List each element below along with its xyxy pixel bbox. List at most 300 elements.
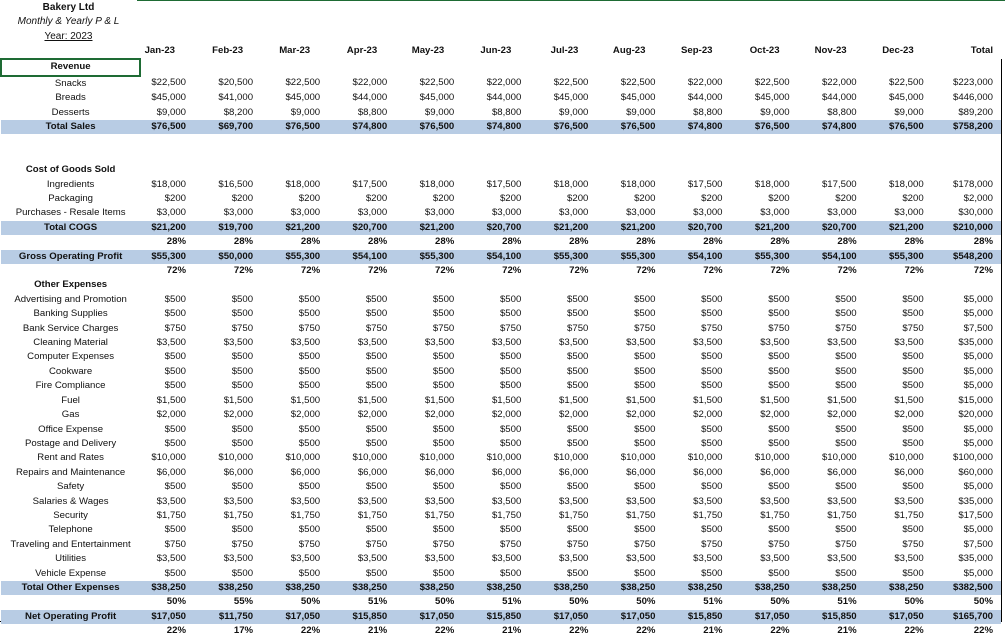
- value-cell[interactable]: [592, 278, 659, 292]
- value-cell[interactable]: $500: [365, 524, 388, 536]
- value-cell[interactable]: $500: [231, 437, 254, 449]
- value-cell[interactable]: $3,500: [290, 553, 321, 565]
- value-cell[interactable]: $500: [835, 524, 857, 536]
- value-cell[interactable]: $500: [298, 351, 321, 363]
- value-cell[interactable]: $500: [634, 365, 656, 377]
- value-cell[interactable]: $6,000: [760, 466, 790, 478]
- value-cell[interactable]: 28%: [300, 236, 321, 248]
- value-cell[interactable]: $17,500: [486, 178, 522, 190]
- value-cell[interactable]: $500: [835, 423, 857, 435]
- value-cell[interactable]: $500: [365, 423, 388, 435]
- value-cell[interactable]: $3,500: [626, 553, 656, 565]
- row-label[interactable]: Fire Compliance: [35, 380, 106, 392]
- value-cell[interactable]: $74,800: [324, 120, 391, 134]
- value-cell[interactable]: $3,000: [290, 207, 321, 219]
- value-cell[interactable]: $16,500: [218, 178, 254, 190]
- value-cell[interactable]: 50%: [770, 596, 790, 608]
- value-cell[interactable]: $3,000: [760, 207, 790, 219]
- value-cell[interactable]: $500: [231, 567, 254, 579]
- value-cell[interactable]: $500: [768, 423, 790, 435]
- value-cell[interactable]: $500: [634, 567, 656, 579]
- value-cell[interactable]: $500: [432, 481, 455, 493]
- column-header[interactable]: Jun-23: [480, 45, 512, 57]
- value-cell[interactable]: [257, 278, 324, 292]
- report-subtitle[interactable]: Monthly & Yearly P & L: [17, 16, 120, 27]
- value-cell[interactable]: $750: [298, 322, 321, 334]
- value-cell[interactable]: $2,000: [894, 409, 924, 421]
- value-cell[interactable]: $500: [634, 293, 656, 305]
- value-cell[interactable]: $2,000: [559, 409, 589, 421]
- value-cell[interactable]: $1,500: [357, 394, 388, 406]
- value-cell[interactable]: 28%: [233, 236, 254, 248]
- value-cell[interactable]: $500: [432, 423, 455, 435]
- value-cell[interactable]: [140, 149, 190, 163]
- value-cell[interactable]: $500: [567, 293, 589, 305]
- value-cell[interactable]: [458, 59, 525, 75]
- value-cell[interactable]: $3,500: [827, 553, 857, 565]
- value-cell[interactable]: $6,000: [424, 466, 455, 478]
- value-cell[interactable]: $17,050: [391, 610, 458, 624]
- value-cell[interactable]: [727, 278, 794, 292]
- value-cell[interactable]: $500: [499, 567, 522, 579]
- value-cell[interactable]: 72%: [636, 265, 656, 277]
- value-cell[interactable]: 22%: [904, 625, 924, 637]
- value-cell[interactable]: $500: [365, 481, 388, 493]
- value-cell[interactable]: $750: [902, 322, 924, 334]
- value-cell[interactable]: $2,000: [827, 409, 857, 421]
- value-cell[interactable]: $45,000: [285, 92, 321, 104]
- value-cell[interactable]: $3,500: [357, 553, 388, 565]
- value-cell[interactable]: $10,000: [285, 452, 321, 464]
- value-cell[interactable]: $10,000: [687, 452, 723, 464]
- value-cell[interactable]: $21,200: [592, 221, 659, 235]
- value-cell[interactable]: 72%: [367, 265, 388, 277]
- row-label[interactable]: Rent and Rates: [37, 452, 104, 464]
- value-cell[interactable]: $750: [432, 322, 455, 334]
- value-cell[interactable]: $3,500: [290, 337, 321, 349]
- value-cell[interactable]: $21,200: [140, 221, 190, 235]
- value-cell[interactable]: $10,000: [218, 452, 254, 464]
- value-cell[interactable]: $1,500: [223, 394, 254, 406]
- row-label[interactable]: [1, 235, 140, 249]
- value-cell[interactable]: $500: [432, 308, 455, 320]
- value-cell[interactable]: $200: [835, 193, 857, 205]
- row-label[interactable]: Total Sales: [1, 120, 140, 134]
- value-cell[interactable]: $500: [298, 308, 321, 320]
- column-header[interactable]: May-23: [411, 45, 445, 57]
- section-label[interactable]: Cost of Goods Sold: [25, 164, 116, 176]
- value-cell[interactable]: $38,250: [324, 581, 391, 595]
- value-cell[interactable]: 72%: [233, 265, 254, 277]
- value-cell[interactable]: $500: [164, 567, 186, 579]
- section-label[interactable]: Other Expenses: [34, 279, 108, 291]
- value-cell[interactable]: $55,300: [861, 250, 928, 264]
- value-cell[interactable]: $38,250: [140, 581, 190, 595]
- value-cell[interactable]: $8,800: [491, 106, 522, 118]
- value-cell[interactable]: $500: [499, 308, 522, 320]
- total-cell[interactable]: $548,200: [928, 250, 1001, 264]
- value-cell[interactable]: [659, 163, 726, 177]
- total-cell[interactable]: [928, 163, 1001, 177]
- value-cell[interactable]: $1,750: [223, 509, 254, 521]
- row-label[interactable]: Gross Operating Profit: [1, 250, 140, 264]
- value-cell[interactable]: [659, 278, 726, 292]
- value-cell[interactable]: $38,250: [525, 581, 592, 595]
- column-header[interactable]: Feb-23: [212, 45, 244, 57]
- value-cell[interactable]: $500: [298, 293, 321, 305]
- value-cell[interactable]: [727, 163, 794, 177]
- value-cell[interactable]: $10,000: [821, 452, 857, 464]
- value-cell[interactable]: $1,500: [693, 394, 723, 406]
- value-cell[interactable]: $17,050: [525, 610, 592, 624]
- value-cell[interactable]: $500: [902, 293, 924, 305]
- row-label[interactable]: Vehicle Expense: [35, 567, 107, 579]
- value-cell[interactable]: $200: [298, 193, 321, 205]
- value-cell[interactable]: [861, 134, 928, 148]
- value-cell[interactable]: $500: [365, 567, 388, 579]
- value-cell[interactable]: $6,000: [491, 466, 522, 478]
- value-cell[interactable]: $500: [499, 365, 522, 377]
- total-cell[interactable]: $100,000: [952, 452, 993, 464]
- value-cell[interactable]: $8,800: [357, 106, 388, 118]
- value-cell[interactable]: 51%: [837, 596, 857, 608]
- value-cell[interactable]: [592, 134, 659, 148]
- value-cell[interactable]: $22,500: [620, 77, 656, 89]
- value-cell[interactable]: 17%: [233, 625, 254, 637]
- value-cell[interactable]: [190, 278, 257, 292]
- value-cell[interactable]: $8,800: [693, 106, 723, 118]
- total-cell[interactable]: $35,000: [958, 495, 993, 507]
- value-cell[interactable]: 72%: [904, 265, 924, 277]
- value-cell[interactable]: $10,000: [151, 452, 186, 464]
- total-cell[interactable]: $5,000: [963, 380, 993, 392]
- value-cell[interactable]: $500: [231, 365, 254, 377]
- value-cell[interactable]: [458, 134, 525, 148]
- value-cell[interactable]: $500: [634, 380, 656, 392]
- row-label[interactable]: [1, 595, 140, 609]
- row-label[interactable]: Net Operating Profit: [1, 610, 140, 624]
- total-cell[interactable]: $30,000: [958, 207, 993, 219]
- value-cell[interactable]: 72%: [569, 265, 589, 277]
- value-cell[interactable]: [257, 163, 324, 177]
- value-cell[interactable]: $3,500: [290, 495, 321, 507]
- total-cell[interactable]: [928, 149, 1001, 163]
- value-cell[interactable]: $1,500: [827, 394, 857, 406]
- value-cell[interactable]: $1,750: [760, 509, 790, 521]
- value-cell[interactable]: $3,500: [894, 337, 924, 349]
- value-cell[interactable]: $3,000: [894, 207, 924, 219]
- value-cell[interactable]: $22,000: [486, 77, 522, 89]
- value-cell[interactable]: $55,300: [257, 250, 324, 264]
- value-cell[interactable]: $38,250: [458, 581, 525, 595]
- value-cell[interactable]: [190, 134, 257, 148]
- value-cell[interactable]: $500: [432, 380, 455, 392]
- total-cell[interactable]: $89,200: [958, 106, 993, 118]
- value-cell[interactable]: $3,500: [827, 337, 857, 349]
- value-cell[interactable]: [794, 149, 861, 163]
- value-cell[interactable]: $1,750: [626, 509, 656, 521]
- value-cell[interactable]: $3,000: [223, 207, 254, 219]
- value-cell[interactable]: $45,000: [754, 92, 790, 104]
- value-cell[interactable]: $38,250: [592, 581, 659, 595]
- value-cell[interactable]: $2,000: [760, 409, 790, 421]
- value-cell[interactable]: $2,000: [357, 409, 388, 421]
- value-cell[interactable]: 22%: [166, 625, 186, 637]
- value-cell[interactable]: $3,500: [626, 495, 656, 507]
- value-cell[interactable]: $22,500: [151, 77, 186, 89]
- value-cell[interactable]: $17,500: [821, 178, 857, 190]
- value-cell[interactable]: 28%: [904, 236, 924, 248]
- value-cell[interactable]: $6,000: [156, 466, 186, 478]
- value-cell[interactable]: $6,000: [894, 466, 924, 478]
- value-cell[interactable]: $3,000: [424, 207, 455, 219]
- value-cell[interactable]: $22,500: [553, 77, 589, 89]
- value-cell[interactable]: $500: [634, 481, 656, 493]
- value-cell[interactable]: $3,500: [693, 495, 723, 507]
- row-label[interactable]: Ingredients: [46, 178, 95, 190]
- value-cell[interactable]: $750: [902, 538, 924, 550]
- value-cell[interactable]: $17,050: [592, 610, 659, 624]
- total-cell[interactable]: $7,500: [963, 538, 993, 550]
- value-cell[interactable]: $500: [365, 351, 388, 363]
- value-cell[interactable]: $500: [701, 437, 723, 449]
- value-cell[interactable]: 72%: [435, 265, 455, 277]
- row-label[interactable]: Cookware: [49, 365, 93, 377]
- value-cell[interactable]: 28%: [367, 236, 388, 248]
- value-cell[interactable]: $500: [298, 524, 321, 536]
- value-cell[interactable]: $500: [499, 293, 522, 305]
- value-cell[interactable]: $500: [768, 481, 790, 493]
- value-cell[interactable]: $44,000: [821, 92, 857, 104]
- value-cell[interactable]: $3,500: [894, 553, 924, 565]
- value-cell[interactable]: [190, 163, 257, 177]
- value-cell[interactable]: [324, 134, 391, 148]
- value-cell[interactable]: $750: [164, 538, 186, 550]
- value-cell[interactable]: $750: [164, 322, 186, 334]
- value-cell[interactable]: $500: [768, 293, 790, 305]
- value-cell[interactable]: $2,000: [626, 409, 656, 421]
- value-cell[interactable]: $2,000: [223, 409, 254, 421]
- value-cell[interactable]: $55,300: [391, 250, 458, 264]
- value-cell[interactable]: $500: [499, 524, 522, 536]
- value-cell[interactable]: $3,500: [491, 495, 522, 507]
- value-cell[interactable]: $38,250: [257, 581, 324, 595]
- value-cell[interactable]: $500: [298, 437, 321, 449]
- value-cell[interactable]: $21,200: [257, 221, 324, 235]
- value-cell[interactable]: [794, 163, 861, 177]
- value-cell[interactable]: $500: [567, 365, 589, 377]
- value-cell[interactable]: $18,000: [553, 178, 589, 190]
- value-cell[interactable]: [257, 59, 324, 75]
- value-cell[interactable]: $1,500: [760, 394, 790, 406]
- value-cell[interactable]: $22,000: [352, 77, 388, 89]
- value-cell[interactable]: $500: [432, 437, 455, 449]
- value-cell[interactable]: 28%: [502, 236, 522, 248]
- value-cell[interactable]: 72%: [837, 265, 857, 277]
- value-cell[interactable]: $3,500: [357, 337, 388, 349]
- value-cell[interactable]: $6,000: [357, 466, 388, 478]
- total-cell[interactable]: $5,000: [963, 567, 993, 579]
- value-cell[interactable]: [458, 278, 525, 292]
- value-cell[interactable]: [525, 59, 592, 75]
- total-cell[interactable]: $60,000: [958, 466, 993, 478]
- value-cell[interactable]: $500: [701, 567, 723, 579]
- value-cell[interactable]: 50%: [300, 596, 321, 608]
- value-cell[interactable]: 28%: [636, 236, 656, 248]
- value-cell[interactable]: [727, 59, 794, 75]
- value-cell[interactable]: [525, 149, 592, 163]
- value-cell[interactable]: $21,200: [861, 221, 928, 235]
- value-cell[interactable]: $750: [365, 322, 388, 334]
- value-cell[interactable]: $500: [902, 437, 924, 449]
- value-cell[interactable]: $500: [499, 481, 522, 493]
- value-cell[interactable]: $500: [701, 351, 723, 363]
- row-label[interactable]: [1, 624, 140, 638]
- value-cell[interactable]: $500: [499, 423, 522, 435]
- value-cell[interactable]: [391, 278, 458, 292]
- value-cell[interactable]: $8,800: [827, 106, 857, 118]
- value-cell[interactable]: $3,500: [760, 553, 790, 565]
- value-cell[interactable]: $500: [231, 308, 254, 320]
- value-cell[interactable]: $76,500: [592, 120, 659, 134]
- value-cell[interactable]: $3,000: [491, 207, 522, 219]
- value-cell[interactable]: $22,000: [687, 77, 723, 89]
- value-cell[interactable]: $500: [701, 481, 723, 493]
- value-cell[interactable]: $3,500: [559, 495, 589, 507]
- value-cell[interactable]: $500: [634, 351, 656, 363]
- value-cell[interactable]: 50%: [636, 596, 656, 608]
- row-label[interactable]: Snacks: [54, 77, 87, 89]
- value-cell[interactable]: $500: [298, 380, 321, 392]
- value-cell[interactable]: 28%: [569, 236, 589, 248]
- value-cell[interactable]: $18,000: [754, 178, 790, 190]
- value-cell[interactable]: [794, 278, 861, 292]
- value-cell[interactable]: $500: [365, 437, 388, 449]
- value-cell[interactable]: $10,000: [486, 452, 522, 464]
- row-label[interactable]: Fuel: [61, 394, 80, 406]
- column-header[interactable]: Total: [970, 45, 993, 57]
- value-cell[interactable]: $74,800: [659, 120, 726, 134]
- value-cell[interactable]: $76,500: [257, 120, 324, 134]
- value-cell[interactable]: $17,050: [257, 610, 324, 624]
- row-label[interactable]: Repairs and Maintenance: [15, 466, 126, 478]
- value-cell[interactable]: $200: [432, 193, 455, 205]
- value-cell[interactable]: [727, 134, 794, 148]
- value-cell[interactable]: $500: [231, 524, 254, 536]
- value-cell[interactable]: $500: [567, 380, 589, 392]
- row-label[interactable]: Advertising and Promotion: [14, 293, 127, 305]
- value-cell[interactable]: [324, 59, 391, 75]
- value-cell[interactable]: [659, 134, 726, 148]
- value-cell[interactable]: $22,500: [285, 77, 321, 89]
- value-cell[interactable]: $500: [634, 423, 656, 435]
- value-cell[interactable]: $500: [499, 437, 522, 449]
- value-cell[interactable]: $200: [768, 193, 790, 205]
- row-label[interactable]: Packaging: [48, 193, 94, 205]
- total-cell[interactable]: $223,000: [952, 77, 993, 89]
- value-cell[interactable]: [727, 149, 794, 163]
- total-cell[interactable]: $35,000: [958, 553, 993, 565]
- value-cell[interactable]: $200: [365, 193, 388, 205]
- value-cell[interactable]: $750: [231, 538, 254, 550]
- value-cell[interactable]: [391, 149, 458, 163]
- value-cell[interactable]: $10,000: [352, 452, 388, 464]
- value-cell[interactable]: $500: [902, 524, 924, 536]
- value-cell[interactable]: $21,200: [727, 221, 794, 235]
- header-corner-cell[interactable]: [1, 44, 140, 59]
- value-cell[interactable]: $54,100: [794, 250, 861, 264]
- value-cell[interactable]: $3,500: [559, 337, 589, 349]
- row-label[interactable]: Bank Service Charges: [22, 322, 119, 334]
- value-cell[interactable]: $6,000: [827, 466, 857, 478]
- value-cell[interactable]: 21%: [703, 625, 723, 637]
- value-cell[interactable]: 21%: [367, 625, 388, 637]
- value-cell[interactable]: 72%: [166, 265, 186, 277]
- value-cell[interactable]: $17,050: [727, 610, 794, 624]
- value-cell[interactable]: 21%: [502, 625, 522, 637]
- total-cell[interactable]: $2,000: [963, 193, 993, 205]
- value-cell[interactable]: 50%: [904, 596, 924, 608]
- value-cell[interactable]: $1,500: [156, 394, 186, 406]
- value-cell[interactable]: $750: [567, 538, 589, 550]
- value-cell[interactable]: $3,000: [827, 207, 857, 219]
- value-cell[interactable]: $18,000: [620, 178, 656, 190]
- value-cell[interactable]: $38,250: [794, 581, 861, 595]
- value-cell[interactable]: $1,500: [290, 394, 321, 406]
- value-cell[interactable]: [324, 163, 391, 177]
- value-cell[interactable]: $9,000: [559, 106, 589, 118]
- value-cell[interactable]: [324, 278, 391, 292]
- value-cell[interactable]: $500: [231, 293, 254, 305]
- value-cell[interactable]: $9,000: [760, 106, 790, 118]
- total-cell[interactable]: $446,000: [952, 92, 993, 104]
- value-cell[interactable]: $1,750: [491, 509, 522, 521]
- value-cell[interactable]: [391, 163, 458, 177]
- value-cell[interactable]: $9,000: [290, 106, 321, 118]
- value-cell[interactable]: $3,000: [156, 207, 186, 219]
- value-cell[interactable]: $500: [768, 437, 790, 449]
- value-cell[interactable]: $74,800: [458, 120, 525, 134]
- value-cell[interactable]: $500: [768, 308, 790, 320]
- value-cell[interactable]: $6,000: [223, 466, 254, 478]
- value-cell[interactable]: [140, 134, 190, 148]
- value-cell[interactable]: $6,000: [626, 466, 656, 478]
- value-cell[interactable]: $18,000: [419, 178, 455, 190]
- column-header[interactable]: Mar-23: [279, 45, 311, 57]
- value-cell[interactable]: $200: [231, 193, 254, 205]
- value-cell[interactable]: $1,500: [491, 394, 522, 406]
- row-label[interactable]: Utilities: [55, 553, 87, 565]
- value-cell[interactable]: $9,000: [626, 106, 656, 118]
- value-cell[interactable]: [861, 163, 928, 177]
- value-cell[interactable]: $17,050: [140, 610, 190, 624]
- value-cell[interactable]: [659, 149, 726, 163]
- total-cell[interactable]: $5,000: [963, 351, 993, 363]
- value-cell[interactable]: $55,300: [140, 250, 190, 264]
- value-cell[interactable]: $45,000: [553, 92, 589, 104]
- value-cell[interactable]: $500: [701, 524, 723, 536]
- value-cell[interactable]: $500: [835, 293, 857, 305]
- row-label[interactable]: Total COGS: [1, 221, 140, 235]
- value-cell[interactable]: $500: [432, 567, 455, 579]
- value-cell[interactable]: [659, 59, 726, 75]
- value-cell[interactable]: $17,500: [687, 178, 723, 190]
- value-cell[interactable]: $500: [701, 423, 723, 435]
- value-cell[interactable]: $3,500: [156, 495, 186, 507]
- value-cell[interactable]: $2,000: [156, 409, 186, 421]
- value-cell[interactable]: $1,750: [156, 509, 186, 521]
- value-cell[interactable]: $38,250: [190, 581, 257, 595]
